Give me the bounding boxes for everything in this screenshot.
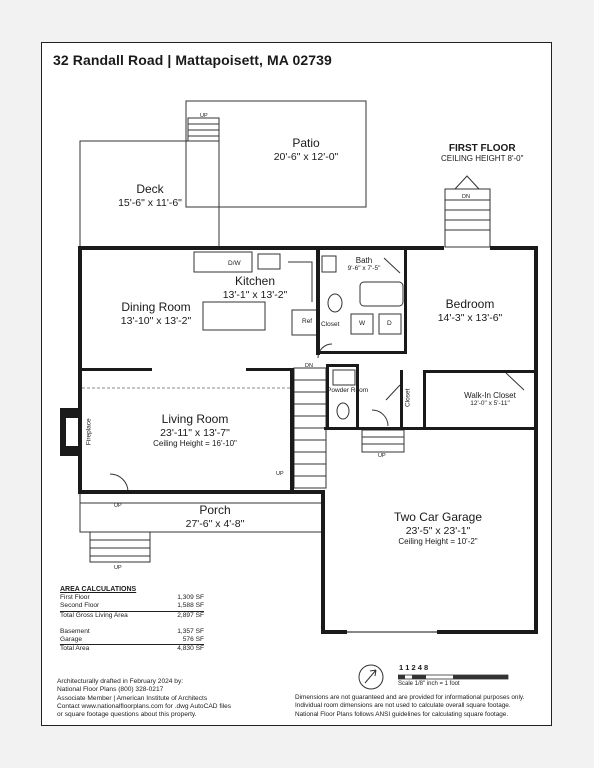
area-row: Basement 1,357 SF xyxy=(60,627,204,635)
side-door-up: UP xyxy=(114,503,122,509)
deck-stair-up: UP xyxy=(200,113,208,119)
bath-closet-label: Closet xyxy=(321,321,340,328)
page-title: 32 Randall Road | Mattapoisett, MA 02739 xyxy=(53,52,332,68)
scale-label: Scale 1/8" inch = 1 foot xyxy=(398,681,460,687)
floor-heading: FIRST FLOOR CEILING HEIGHT 8'-0" xyxy=(441,143,524,163)
garage-wall-west xyxy=(321,490,325,634)
wall-north xyxy=(78,246,444,250)
dryer-label: D xyxy=(387,320,392,327)
garage-label: Two Car Garage 23'-5" x 23'-1" Ceiling Height = 10'-2" xyxy=(393,510,483,546)
north-arrow-icon xyxy=(356,662,386,692)
area-calculations xyxy=(60,586,204,653)
top-stair-down: DN xyxy=(462,194,470,200)
dining-room-label: Dining Room 13'-10" x 13'-2" xyxy=(120,300,192,327)
garage-stair-up: UP xyxy=(378,453,386,459)
bath-label: Bath 9'-6" x 7'-5" xyxy=(347,256,381,273)
area-row: First Floor 1,309 SF xyxy=(60,594,204,602)
washer-label: W xyxy=(359,320,366,327)
scale-ticks: 1 1 2 4 8 xyxy=(399,663,429,672)
disclaimer-block: Dimensions are not guaranteed and are provided for informational purposes only. Individual room dimensions are not used to calculate overall square footage. National Floor Plans follows ANSI guidelines for calculating square footage. xyxy=(295,694,525,718)
porch-stair-up: UP xyxy=(114,565,122,571)
bedroom-label: Bedroom 14'-3" x 13'-6" xyxy=(437,297,503,324)
porch-label: Porch 27'-6" x 4'-8" xyxy=(185,503,245,530)
credit-block: Architecturally drafted in February 2024 by: National Floor Plans (800) 328-0217 Associate Member | American Institute of Architects Contact www.nationalfloorplans.com for .dwg AutoCAD files or square footage questions about this property. xyxy=(57,678,232,719)
area-row: Total Area 4,830 SF xyxy=(60,645,204,653)
wall-west xyxy=(78,246,82,494)
area-row: Total Gross Living Area 2,897 SF xyxy=(60,611,204,619)
dishwasher-label: D/W xyxy=(228,260,241,267)
hall-closet-label: Closet xyxy=(404,388,412,407)
living-room-label: Living Room 23'-11" x 13'-7" Ceiling Height = 16'-10" xyxy=(153,412,237,448)
area-row: Second Floor 1,588 SF xyxy=(60,602,204,610)
powder-room-label: Powder Room xyxy=(327,387,369,394)
deck-label: Deck 15'-6" x 11'-6" xyxy=(118,182,182,209)
area-heading: AREA CALCULATIONS xyxy=(60,586,137,593)
patio-label: Patio 20'-6" x 12'-0" xyxy=(273,136,339,163)
walk-in-closet-label: Walk-In Closet 12'-0" x 5'-11" xyxy=(464,391,516,408)
interior-stair-up: UP xyxy=(276,471,284,477)
area-row: Garage 576 SF xyxy=(60,636,204,644)
wall-east xyxy=(534,246,538,634)
kitchen-label: Kitchen 13'-1" x 13'-2" xyxy=(222,274,288,301)
interior-stair-down: DN xyxy=(305,363,313,369)
fireplace-label: Fireplace xyxy=(85,418,93,446)
refrigerator-label: Ref xyxy=(302,318,313,325)
